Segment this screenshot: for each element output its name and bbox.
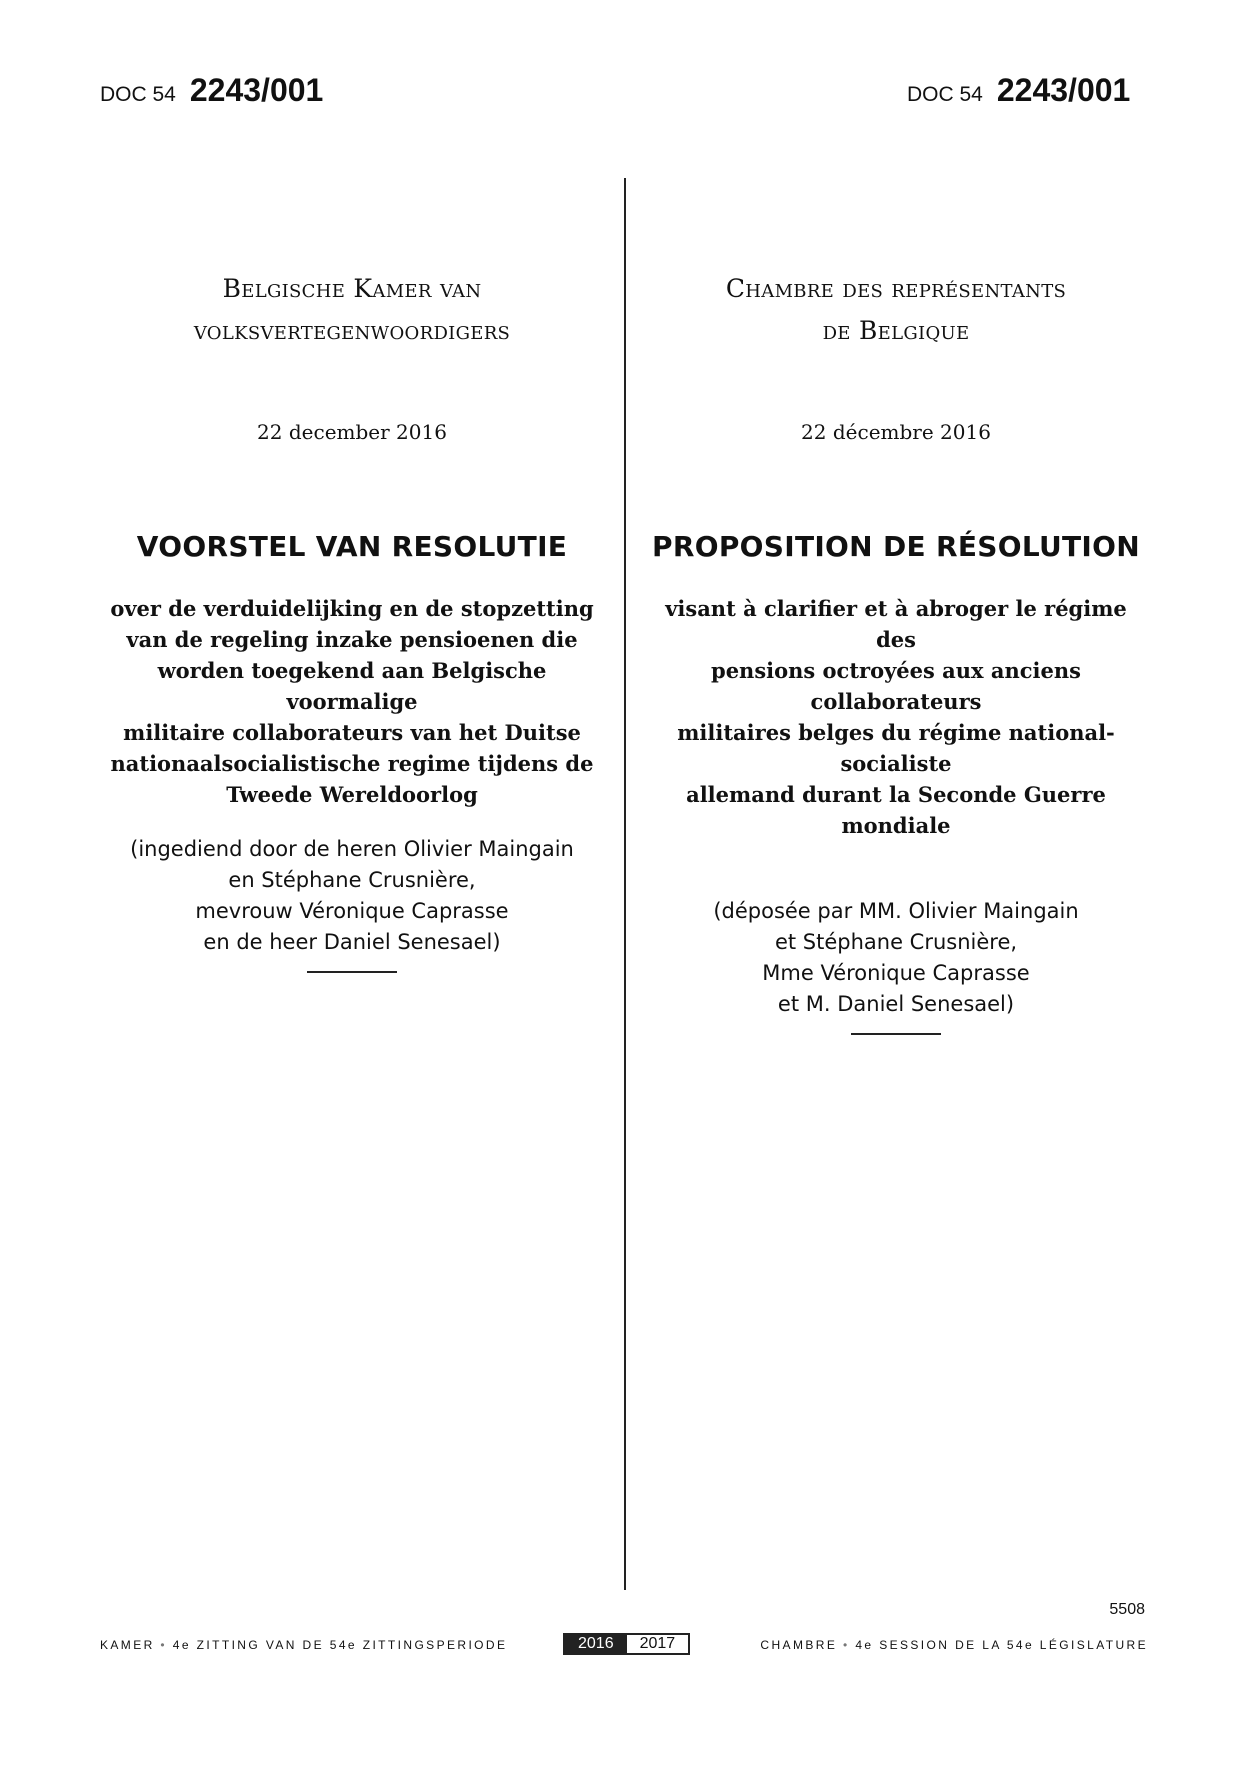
authors-line: Mme Véronique Caprasse bbox=[762, 961, 1030, 985]
authors-line: mevrouw Véronique Caprasse bbox=[195, 899, 509, 923]
document-title: VOORSTEL VAN RESOLUTIE bbox=[136, 530, 568, 563]
authors bbox=[102, 834, 602, 958]
authors-line: et M. Daniel Senesael) bbox=[777, 992, 1015, 1016]
doc-number: 2243/001 bbox=[189, 72, 324, 108]
footer-chamber-label: KAMER bbox=[100, 1638, 155, 1652]
authors-line: (déposée par MM. Olivier Maingain bbox=[713, 899, 1079, 923]
chamber-name-line: Belgische Kamer van bbox=[222, 274, 482, 303]
subtitle-line: over de verduidelijking en de stopzetting bbox=[110, 596, 594, 621]
dutch-column bbox=[102, 268, 602, 973]
year-end: 2017 bbox=[627, 1635, 689, 1653]
footer-left bbox=[100, 1638, 507, 1652]
authors bbox=[646, 896, 1146, 1020]
document-subtitle bbox=[646, 593, 1146, 841]
footer-chamber-label: CHAMBRE bbox=[760, 1638, 838, 1652]
authors-line: et Stéphane Crusnière, bbox=[774, 930, 1018, 954]
chamber-name-line: Chambre des représentants bbox=[725, 274, 1067, 303]
doc-prefix: DOC 54 bbox=[907, 83, 983, 106]
doc-header-right bbox=[907, 72, 1130, 109]
subtitle-line: visant à clarifier et à abroger le régime des bbox=[665, 596, 1127, 652]
subtitle-line: van de regeling inzake pensioenen die bbox=[126, 627, 578, 652]
footer-session-label: 4e ZITTING VAN DE 54e ZITTINGSPERIODE bbox=[172, 1638, 508, 1652]
footer-session-label: 4e SESSION DE LA 54e LÉGISLATURE bbox=[855, 1638, 1148, 1652]
authors-line: en Stéphane Crusnière, bbox=[228, 868, 476, 892]
chamber-name-line: de Belgique bbox=[822, 316, 970, 345]
french-column bbox=[646, 268, 1146, 1035]
doc-prefix: DOC 54 bbox=[100, 83, 176, 106]
document-date: 22 december 2016 bbox=[257, 420, 447, 444]
short-rule bbox=[307, 971, 397, 973]
subtitle-line: militaire collaborateurs van het Duitse bbox=[123, 720, 581, 745]
short-rule bbox=[851, 1033, 941, 1035]
footer-right bbox=[760, 1638, 1148, 1652]
document-title: PROPOSITION DE RÉSOLUTION bbox=[652, 530, 1140, 563]
document-subtitle bbox=[102, 593, 602, 810]
column-divider bbox=[624, 178, 626, 1590]
subtitle-line: militaires belges du régime national-socialiste bbox=[677, 720, 1115, 776]
subtitle-line: pensions octroyées aux anciens collaborateurs bbox=[711, 658, 1081, 714]
doc-number: 2243/001 bbox=[996, 72, 1131, 108]
chamber-name bbox=[102, 268, 602, 352]
session-years-badge bbox=[563, 1633, 690, 1655]
bullet-separator: • bbox=[160, 1638, 168, 1652]
subtitle-line: worden toegekend aan Belgische voormalige bbox=[157, 658, 547, 714]
year-start: 2016 bbox=[565, 1635, 627, 1653]
chamber-name bbox=[646, 268, 1146, 352]
subtitle-line: Tweede Wereldoorlog bbox=[226, 782, 478, 807]
authors-line: (ingediend door de heren Olivier Maingain bbox=[130, 837, 574, 861]
subtitle-line: allemand durant la Seconde Guerre mondiale bbox=[686, 782, 1106, 838]
document-date: 22 décembre 2016 bbox=[801, 420, 991, 444]
page-number: 5508 bbox=[1109, 1601, 1145, 1618]
bullet-separator: • bbox=[842, 1638, 850, 1652]
chamber-name-line: volksvertegenwoordigers bbox=[193, 316, 511, 345]
doc-header-left bbox=[100, 72, 323, 109]
authors-line: en de heer Daniel Senesael) bbox=[203, 930, 501, 954]
subtitle-line: nationaalsocialistische regime tijdens de bbox=[110, 751, 594, 776]
